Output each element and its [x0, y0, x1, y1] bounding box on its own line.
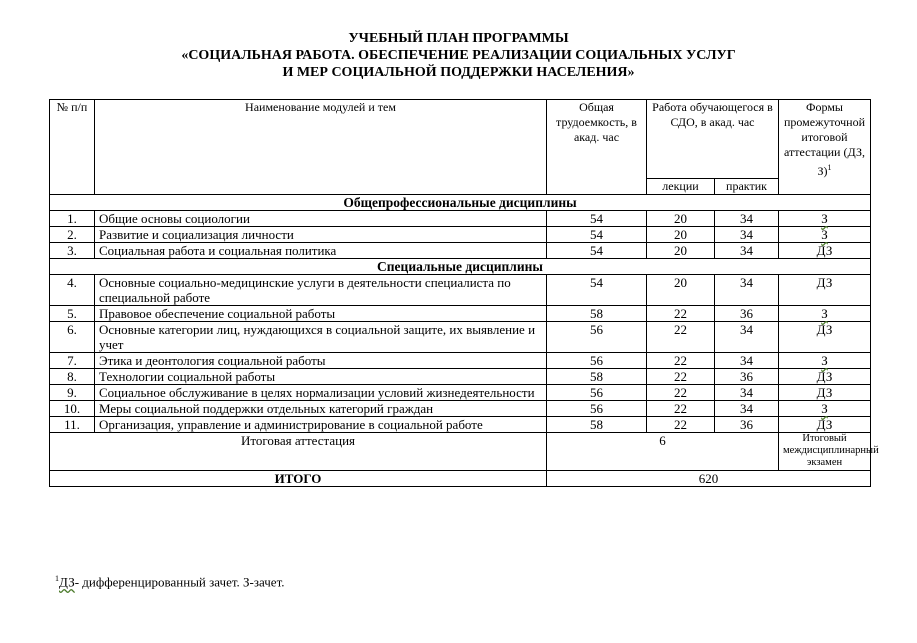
row-number: 4.	[50, 275, 95, 306]
total-hours: 620	[547, 471, 871, 487]
section-row	[50, 259, 871, 275]
row-module-name: Основные социально-медицинские услуги в деятельности специалиста по специальной работе	[95, 275, 547, 306]
row-total-hours: 58	[547, 369, 647, 385]
row-total-hours: 54	[547, 275, 647, 306]
row-practice-hours: 34	[715, 275, 779, 306]
row-number: 6.	[50, 322, 95, 353]
row-number: 1.	[50, 211, 95, 227]
row-total-hours: 56	[547, 385, 647, 401]
row-total-hours: 56	[547, 322, 647, 353]
row-attestation-form: ДЗ	[779, 385, 871, 401]
row-attestation-form: З	[779, 227, 871, 243]
footnote	[55, 574, 285, 590]
header-number: № п/п	[50, 100, 95, 195]
table-row	[50, 211, 871, 227]
row-practice-hours: 34	[715, 211, 779, 227]
row-attestation-form: ДЗ	[779, 322, 871, 353]
table-row	[50, 417, 871, 433]
row-module-name: Основные категории лиц, нуждающихся в социальной защите, их выявление и учет	[95, 322, 547, 353]
total-label: ИТОГО	[50, 471, 547, 487]
special-disciplines-rows	[50, 275, 871, 433]
header-work-hours: Работа обучающегося в СДО, в акад. час	[647, 100, 779, 179]
row-module-name: Развитие и социализация личности	[95, 227, 547, 243]
header-forms-footnote-mark: 1	[827, 163, 832, 172]
section-general-title: Общепрофессиональные дисциплины	[50, 195, 871, 211]
row-practice-hours: 36	[715, 417, 779, 433]
table-row	[50, 369, 871, 385]
table-row	[50, 385, 871, 401]
row-practice-hours: 34	[715, 322, 779, 353]
row-attestation-form: З	[779, 211, 871, 227]
row-module-name: Организация, управление и администрирование в социальной работе	[95, 417, 547, 433]
row-module-name: Социальное обслуживание в целях нормализации условий жизнедеятельности	[95, 385, 547, 401]
row-total-hours: 54	[547, 243, 647, 259]
document-title-line-1: УЧЕБНЫЙ ПЛАН ПРОГРАММЫ	[348, 31, 569, 46]
row-attestation-form: З	[779, 353, 871, 369]
row-lecture-hours: 22	[647, 353, 715, 369]
row-practice-hours: 34	[715, 227, 779, 243]
row-total-hours: 54	[547, 227, 647, 243]
row-number: 5.	[50, 306, 95, 322]
table-row	[50, 306, 871, 322]
row-number: 8.	[50, 369, 95, 385]
final-attestation-row	[50, 433, 871, 471]
header-total-hours: Общая трудоемкость, в акад. час	[547, 100, 647, 195]
row-attestation-form: ДЗ	[779, 417, 871, 433]
row-total-hours: 58	[547, 417, 647, 433]
row-practice-hours: 34	[715, 243, 779, 259]
row-total-hours: 54	[547, 211, 647, 227]
row-lecture-hours: 20	[647, 227, 715, 243]
row-practice-hours: 36	[715, 369, 779, 385]
row-number: 11.	[50, 417, 95, 433]
row-attestation-form: З	[779, 401, 871, 417]
table-row	[50, 401, 871, 417]
row-lecture-hours: 22	[647, 401, 715, 417]
final-attestation-label: Итоговая аттестация	[50, 433, 547, 471]
header-module-name: Наименование модулей и тем	[95, 100, 547, 195]
row-module-name: Социальная работа и социальная политика	[95, 243, 547, 259]
curriculum-table	[49, 99, 879, 487]
table-row	[50, 353, 871, 369]
row-attestation-form: ДЗ	[779, 275, 871, 306]
document-title-line-2: «СОЦИАЛЬНАЯ РАБОТА. ОБЕСПЕЧЕНИЕ РЕАЛИЗАЦИИ СОЦИАЛЬНЫХ УСЛУГ	[181, 48, 736, 63]
footnote-text: - дифференцированный зачет. З-зачет.	[74, 574, 285, 590]
row-total-hours: 58	[547, 306, 647, 322]
header-forms-text: Формы промежуточной итоговой аттестации (ДЗ, З)	[783, 100, 866, 178]
row-module-name: Меры социальной поддержки отдельных категорий граждан	[95, 401, 547, 417]
row-module-name: Правовое обеспечение социальной работы	[95, 306, 547, 322]
row-number: 3.	[50, 243, 95, 259]
document-title-line-3: И МЕР СОЦИАЛЬНОЙ ПОДДЕРЖКИ НАСЕЛЕНИЯ»	[282, 65, 635, 80]
header-lectures: лекции	[647, 179, 715, 195]
row-module-name: Общие основы социологии	[95, 211, 547, 227]
row-number: 2.	[50, 227, 95, 243]
row-total-hours: 56	[547, 401, 647, 417]
total-row	[50, 471, 871, 487]
final-attestation-hours: 6	[547, 433, 779, 471]
table-row	[50, 275, 871, 306]
row-module-name: Этика и деонтология социальной работы	[95, 353, 547, 369]
header-row	[50, 100, 871, 179]
header-practice: практик	[715, 179, 779, 195]
row-lecture-hours: 22	[647, 369, 715, 385]
row-lecture-hours: 22	[647, 385, 715, 401]
table-row	[50, 322, 871, 353]
row-number: 9.	[50, 385, 95, 401]
row-practice-hours: 36	[715, 306, 779, 322]
row-lecture-hours: 22	[647, 417, 715, 433]
table-row	[50, 243, 871, 259]
row-lecture-hours: 22	[647, 306, 715, 322]
row-lecture-hours: 20	[647, 275, 715, 306]
general-disciplines-rows	[50, 211, 871, 259]
row-attestation-form: ДЗ	[779, 243, 871, 259]
row-lecture-hours: 22	[647, 322, 715, 353]
footnote-abbreviation: ДЗ	[59, 574, 75, 590]
row-practice-hours: 34	[715, 385, 779, 401]
footnote-mark: 1	[55, 574, 59, 583]
table-row	[50, 227, 871, 243]
final-attestation-form: Итоговый междисциплинарный экзамен	[779, 433, 871, 471]
row-attestation-form: ДЗ	[779, 369, 871, 385]
row-number: 7.	[50, 353, 95, 369]
row-module-name: Технологии социальной работы	[95, 369, 547, 385]
row-practice-hours: 34	[715, 401, 779, 417]
row-practice-hours: 34	[715, 353, 779, 369]
row-lecture-hours: 20	[647, 211, 715, 227]
section-special-title: Специальные дисциплины	[50, 259, 871, 275]
row-number: 10.	[50, 401, 95, 417]
row-attestation-form: З	[779, 306, 871, 322]
row-lecture-hours: 20	[647, 243, 715, 259]
section-row	[50, 195, 871, 211]
header-attestation-forms	[779, 100, 871, 195]
row-total-hours: 56	[547, 353, 647, 369]
